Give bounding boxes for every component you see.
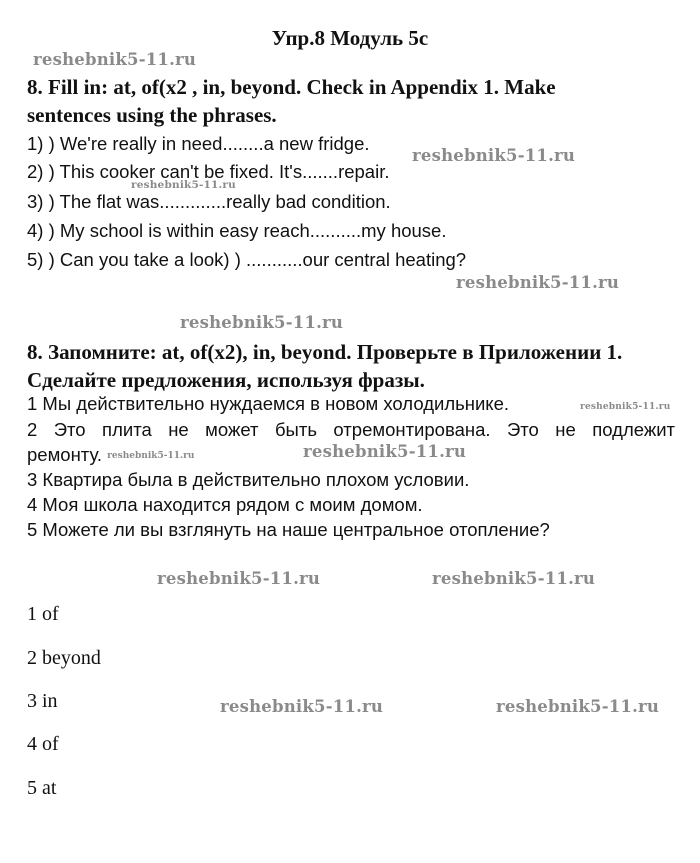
watermark: reshebnik5-11.ru	[107, 451, 195, 462]
watermark: reshebnik5-11.ru	[303, 442, 467, 461]
answer-5: 5 at	[27, 777, 57, 799]
russian-item-5: 5 Можете ли вы взглянуть на наше центральное отопление?	[27, 519, 550, 540]
answer-1: 1 of	[27, 603, 59, 625]
english-item-3: 3) ) The flat was.............really bad condition.	[27, 191, 391, 212]
watermark: reshebnik5-11.ru	[220, 697, 384, 716]
watermark: reshebnik5-11.ru	[496, 697, 660, 716]
english-heading-line-2: sentences using the phrases.	[27, 103, 277, 127]
english-heading-line-1: 8. Fill in: at, of(x2 , in, beyond. Check in Appendix 1. Make	[27, 75, 556, 99]
english-item-4: 4) ) My school is within easy reach..........my house.	[27, 220, 447, 241]
watermark: reshebnik5-11.ru	[33, 50, 197, 69]
english-item-1: 1) ) We're really in need........a new fridge.	[27, 133, 370, 154]
watermark: reshebnik5-11.ru	[432, 569, 596, 588]
watermark: reshebnik5-11.ru	[412, 146, 576, 165]
russian-heading-line-1: 8. Запомните: at, of(x2), in, beyond. Проверьте в Приложении 1.	[27, 340, 623, 364]
russian-item-3: 3 Квартира была в действительно плохом условии.	[27, 469, 470, 490]
watermark: reshebnik5-11.ru	[131, 179, 236, 191]
russian-item-1: 1 Мы действительно нуждаемся в новом холодильнике.	[27, 393, 510, 414]
watermark: reshebnik5-11.ru	[580, 402, 671, 412]
russian-item-2-continued	[27, 444, 194, 466]
russian-item-4: 4 Моя школа находится рядом с моим домом.	[27, 494, 423, 515]
answer-3: 3 in	[27, 690, 58, 712]
russian-heading-line-2: Сделайте предложения, используя фразы.	[27, 368, 425, 392]
english-item-2: 2) ) This cooker can't be fixed. It's.......repair.	[27, 161, 390, 182]
answer-4: 4 of	[27, 733, 59, 755]
answer-2: 2 beyond	[27, 647, 101, 669]
watermark: reshebnik5-11.ru	[157, 569, 321, 588]
english-item-5: 5) ) Can you take a look) ) ...........our central heating?	[27, 249, 467, 270]
watermark: reshebnik5-11.ru	[456, 273, 620, 292]
russian-item-2: 2 Это плита не может быть отремонтирована. Это не подлежит	[27, 419, 675, 440]
watermark: reshebnik5-11.ru	[180, 313, 344, 332]
page-title: Упр.8 Модуль 5с	[271, 26, 429, 50]
russian-item-2-tail: ремонту.	[27, 444, 103, 465]
